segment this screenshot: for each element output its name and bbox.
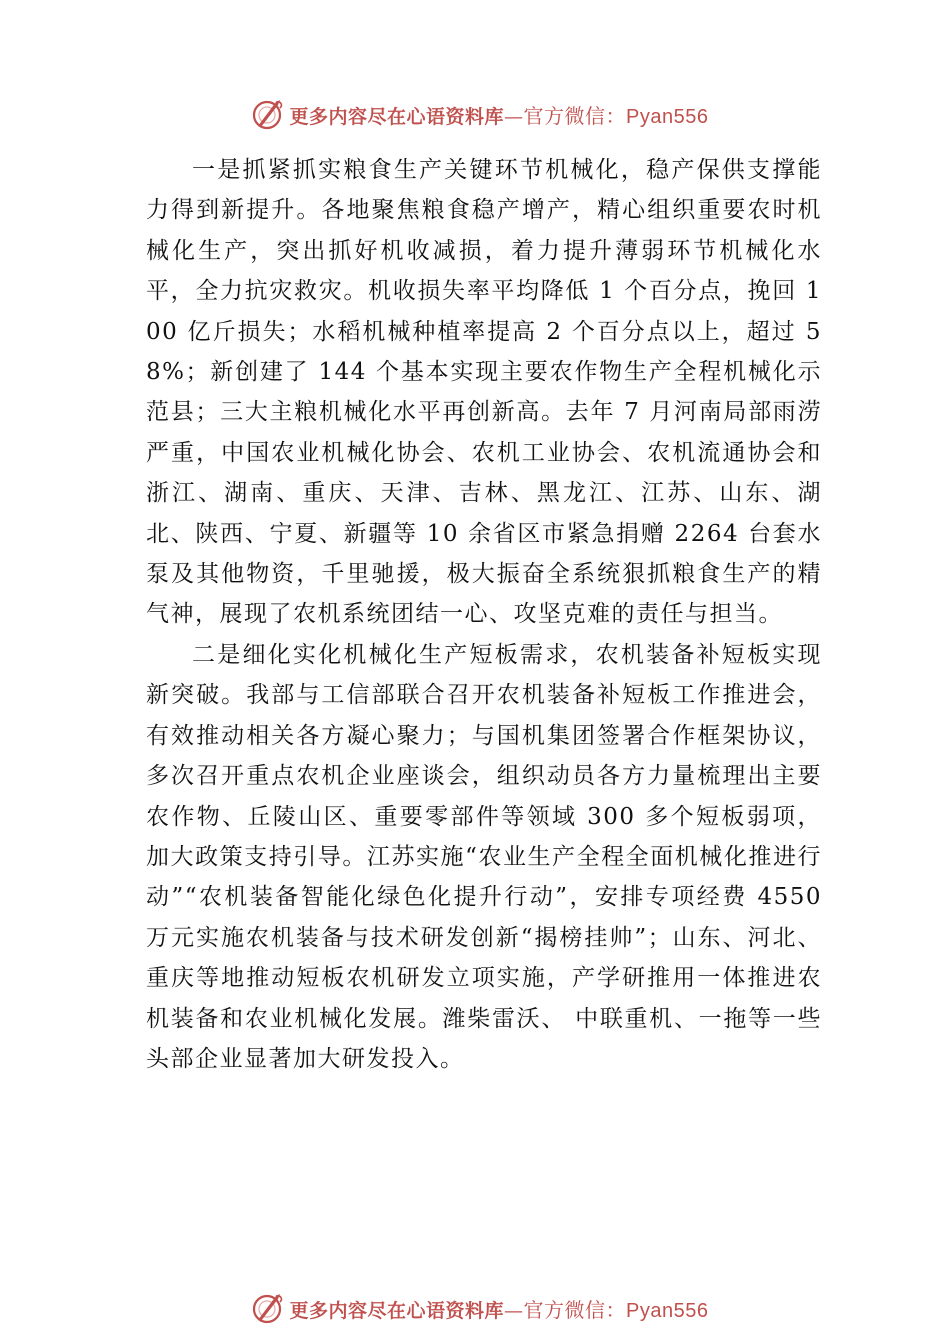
header-banner-wechat: 官方微信：Pyan556 — [523, 105, 709, 128]
document-body — [146, 150, 822, 1079]
footer-banner — [0, 1288, 950, 1328]
paragraph-1: 一是抓紧抓实粮食生产关键环节机械化，稳产保供支撑能力得到新提升。各地聚焦粮食稳产增产，精心组织重要农时机械化生产，突出抓好机收减损，着力提升薄弱环节机械化水平，全力抗灾救灾。机收损失率平均降低 1 个百分点，挽回 100 亿斤损失；水稻机械种植率提高 2 个百分点以上，超过 58%；新创建了 144 个基本实现主要农作物生产全程机械化示范县；三大主粮机械化水平再创新高。去年 7 月河南局部雨涝严重，中国农业机械化协会、农机工业协会、农机流通协会和浙江、湖南、重庆、天津、吉林、黑龙江、江苏、山东、湖北、陕西、宁夏、新疆等 10 余省区市紧急捐赠 2264 台套水泵及其他物资，千里驰援，极大振奋全系统狠抓粮食生产的精气神，展现了农机系统团结一心、攻坚克难的责任与担当。 — [146, 157, 822, 628]
header-banner-separator: — — [504, 105, 524, 128]
header-banner-text — [290, 100, 709, 129]
quill-logo-icon — [250, 1290, 286, 1326]
footer-banner-wechat: 官方微信：Pyan556 — [523, 1299, 709, 1322]
header-banner-inner — [250, 96, 709, 132]
header-banner — [0, 94, 950, 134]
header-banner-main: 更多内容尽在心语资料库 — [289, 105, 505, 128]
footer-banner-text — [290, 1294, 709, 1323]
footer-banner-separator: — — [504, 1299, 524, 1322]
paragraph-2: 二是细化实化机械化生产短板需求，农机装备补短板实现新突破。我部与工信部联合召开农机装备补短板工作推进会，有效推动相关各方凝心聚力；与国机集团签署合作框架协议，多次召开重点农机企业座谈会，组织动员各方力量梳理出主要农作物、丘陵山区、重要零部件等领域 300 多个短板弱项，加大政策支持引导。江苏实施“农业生产全程全面机械化推进行动”“农机装备智能化绿色化提升行动”，安排专项经费 4550 万元实施农机装备与技术研发创新“揭榜挂帅”；山东、河北、重庆等地推动短板农机研发立项实施，产学研推用一体推进农机装备和农业机械化发展。潍柴雷沃、 中联重机、一拖等一些头部企业显著加大研发投入。 — [146, 641, 822, 1072]
quill-logo-icon — [250, 96, 286, 132]
footer-banner-main: 更多内容尽在心语资料库 — [289, 1299, 505, 1322]
footer-banner-inner — [250, 1290, 709, 1326]
